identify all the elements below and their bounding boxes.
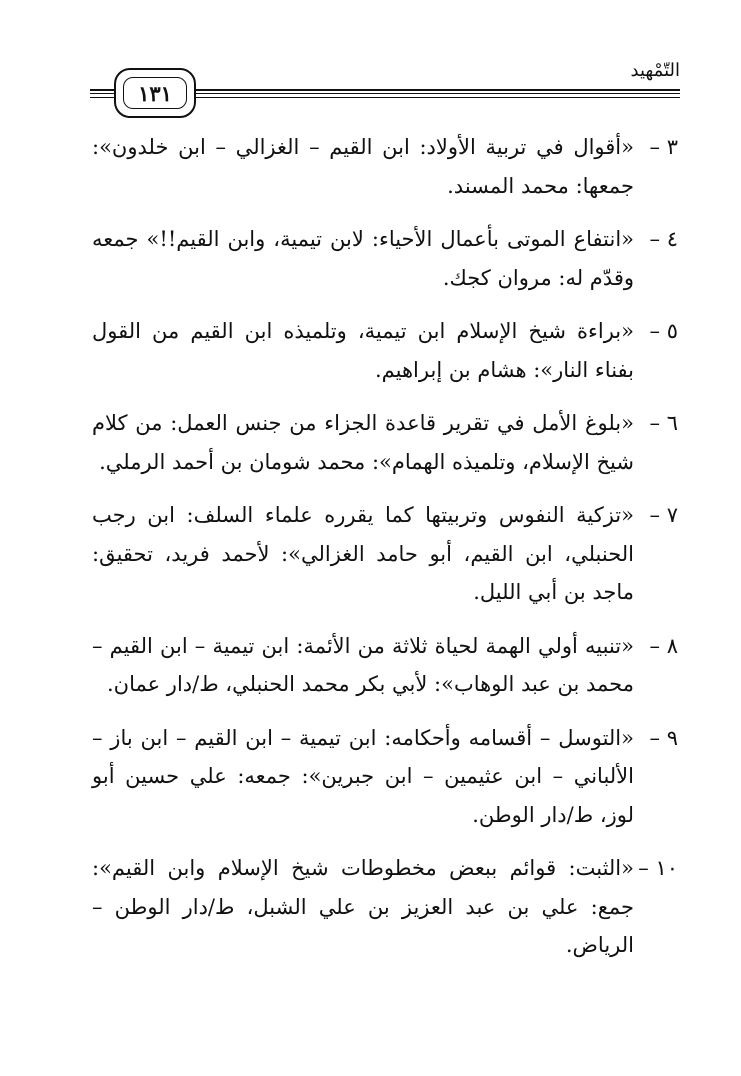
entry-text: «التوسل – أقسامه وأحكامه: ابن تيمية – ابن القيم – ابن باز – الألباني – ابن عثيمين – ابن جبرين»: جمعه: علي حسين أبو لوز، ط/دار الوطن. xyxy=(92,725,634,827)
bibliography-list xyxy=(92,128,678,980)
entry-text: «تزكية النفوس وتربيتها كما يقرره علماء السلف: ابن رجب الحنبلي، ابن القيم، أبو حامد الغزالي»: لأحمد فريد، تحقيق: ماجد بن أبي الليل. xyxy=(92,503,634,604)
entry-text: «الثبت: قوائم ببعض مخطوطات شيخ الإسلام وابن القيم»: جمع: علي بن عبد العزيز بن علي الشبل، ط/دار الوطن – الرياض. xyxy=(92,856,634,957)
entry-number: ٤ – xyxy=(649,227,678,251)
page-header xyxy=(90,52,680,122)
entry-number: ٧ – xyxy=(649,503,678,527)
entry-number: ٨ – xyxy=(649,633,678,658)
entry-number: ٦ – xyxy=(649,411,678,435)
entry-text: «انتفاع الموتى بأعمال الأحياء: لابن تيمية، وابن القيم!!» جمعه وقدّم له: مروان كجك. xyxy=(92,227,634,290)
list-item xyxy=(92,404,678,481)
entry-number: ١٠ – xyxy=(638,856,678,880)
entry-number: ٩ – xyxy=(649,725,678,750)
list-item xyxy=(92,627,678,704)
running-title: التّمْهيد xyxy=(630,60,680,81)
entry-number: ٥ – xyxy=(649,319,678,343)
list-item xyxy=(92,312,678,389)
list-item xyxy=(92,849,678,965)
list-item xyxy=(92,128,678,205)
entry-text: «تنبيه أولي الهمة لحياة ثلاثة من الأئمة: ابن تيمية – ابن القيم – محمد بن عبد الوهاب»: لأبي بكر محمد الحنبلي، ط/دار عمان. xyxy=(92,633,634,696)
entry-text: «بلوغ الأمل في تقرير قاعدة الجزاء من جنس العمل: من كلام شيخ الإسلام، وتلميذه الهمام»: محمد شومان بن أحمد الرملي. xyxy=(92,411,634,474)
entry-number: ٣ – xyxy=(649,135,678,159)
list-item xyxy=(92,719,678,835)
page-number: ١٣١ xyxy=(123,77,187,109)
entry-text: «أقوال في تربية الأولاد: ابن القيم – الغزالي – ابن خلدون»: جمعها: محمد المسند. xyxy=(92,135,634,198)
list-item xyxy=(92,220,678,297)
entry-text: «براءة شيخ الإسلام ابن تيمية، وتلميذه ابن القيم من القول بفناء النار»: هشام بن إبراهيم. xyxy=(92,319,634,382)
list-item xyxy=(92,496,678,612)
page-number-frame xyxy=(114,68,196,118)
